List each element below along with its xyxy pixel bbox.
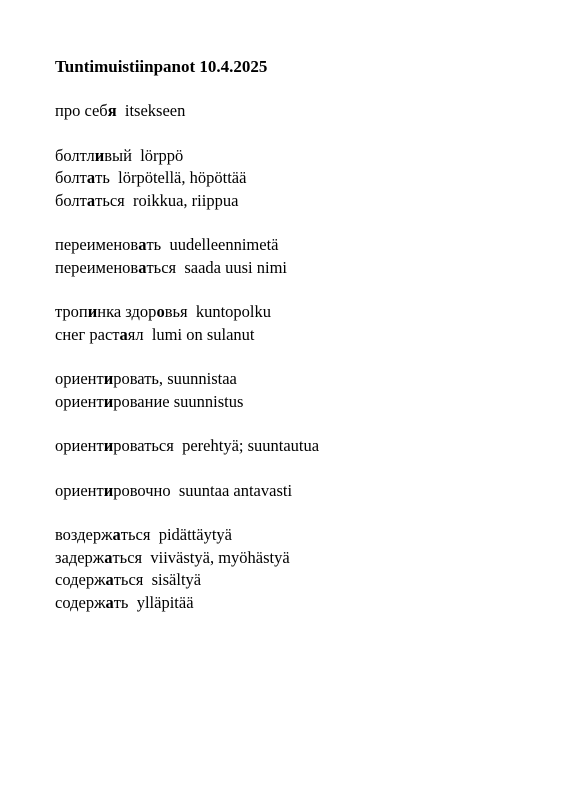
document-title: Tuntimuistiinpanot 10.4.2025 [55, 57, 268, 76]
vocabulary-group [55, 145, 545, 213]
vocabulary-group [55, 435, 545, 458]
stressed-letter: и [103, 369, 114, 388]
stressed-letter: и [103, 391, 114, 411]
term-segment: болт [55, 168, 87, 187]
term-segment: снег раст [55, 324, 120, 344]
finnish-translation: roikkua, riippua [133, 190, 239, 210]
term-segment: ть [113, 592, 129, 612]
term-segment: троп [55, 302, 88, 321]
finnish-translation: itsekseen [124, 101, 186, 120]
stressed-letter: а [119, 324, 128, 344]
stressed-letter: а [112, 525, 121, 544]
term-segment: ориент [55, 480, 104, 500]
russian-term [55, 302, 188, 321]
finnish-translation: lörppö [140, 145, 184, 165]
vocabulary-list [55, 100, 545, 614]
term-segment: ровать, [113, 369, 164, 388]
stressed-letter: я [107, 101, 117, 120]
term-segment: ть [95, 168, 110, 187]
russian-term [55, 570, 143, 589]
term-segment: ориент [55, 369, 104, 388]
term-segment: вый [104, 145, 132, 165]
stressed-letter: а [105, 592, 114, 612]
vocabulary-line [55, 391, 545, 414]
stressed-letter: а [86, 168, 96, 187]
document-page [55, 56, 545, 636]
stressed-letter: а [138, 235, 147, 254]
vocabulary-group [55, 524, 545, 614]
stressed-letter: а [105, 570, 114, 589]
vocabulary-line [55, 569, 545, 592]
finnish-translation: lumi on sulanut [151, 324, 255, 344]
term-segment: нка здор [97, 302, 157, 321]
stressed-letter: и [103, 436, 114, 455]
vocabulary-line [55, 145, 545, 168]
stressed-letter: и [94, 145, 105, 165]
stressed-letter: и [87, 302, 98, 321]
finnish-translation: perehtyä; suuntautua [182, 436, 320, 455]
finnish-translation: kuntopolku [195, 302, 272, 321]
term-segment: задерж [55, 547, 105, 567]
vocabulary-group [55, 368, 545, 413]
russian-term [55, 101, 117, 120]
vocabulary-line [55, 100, 545, 123]
term-segment: ться [112, 547, 143, 567]
vocabulary-group [55, 100, 545, 123]
term-segment: ровочно [113, 480, 171, 500]
term-segment: вья [164, 302, 188, 321]
russian-term [55, 235, 161, 254]
russian-term [55, 481, 171, 500]
stressed-letter: а [104, 547, 113, 567]
term-segment: рование [113, 391, 170, 411]
stressed-letter: а [86, 190, 96, 210]
russian-term [55, 325, 144, 344]
finnish-translation: pidättäytyä [158, 525, 232, 544]
vocabulary-line [55, 324, 545, 347]
term-segment: болт [55, 190, 87, 210]
stressed-letter: а [138, 257, 147, 277]
vocabulary-line [55, 547, 545, 570]
russian-term [55, 548, 142, 567]
vocabulary-line [55, 592, 545, 615]
vocabulary-line [55, 257, 545, 280]
vocabulary-line [55, 301, 545, 324]
vocabulary-line [55, 524, 545, 547]
russian-term [55, 258, 176, 277]
term-segment: переименов [55, 235, 139, 254]
term-segment: ориент [55, 391, 104, 411]
russian-term [55, 146, 132, 165]
term-segment: ял [127, 324, 144, 344]
vocabulary-line [55, 190, 545, 213]
term-segment: содерж [55, 592, 106, 612]
finnish-translation: suunnistaa [167, 369, 237, 388]
russian-term [55, 593, 128, 612]
term-segment: ться [120, 525, 151, 544]
vocabulary-line [55, 167, 545, 190]
vocabulary-group [55, 480, 545, 503]
vocabulary-group [55, 301, 545, 346]
finnish-translation: suuntaa antavasti [178, 480, 293, 500]
vocabulary-line [55, 435, 545, 458]
term-segment: ориент [55, 436, 104, 455]
vocabulary-line [55, 234, 545, 257]
vocabulary-line [55, 368, 545, 391]
term-segment: роваться [113, 436, 174, 455]
vocabulary-line [55, 480, 545, 503]
finnish-translation: viivästyä, myöhästyä [150, 547, 290, 567]
term-segment: переименов [55, 257, 139, 277]
stressed-letter: и [103, 480, 114, 500]
term-segment: про себ [55, 101, 108, 120]
finnish-translation: ylläpitää [136, 592, 194, 612]
finnish-translation: uudelleennimetä [169, 235, 279, 254]
russian-term [55, 191, 125, 210]
term-segment: ться [113, 570, 144, 589]
russian-term [55, 392, 170, 411]
stressed-letter: о [156, 302, 165, 321]
term-segment: ться [95, 190, 125, 210]
term-segment: ться [146, 257, 177, 277]
vocabulary-group [55, 234, 545, 279]
term-segment: ть [146, 235, 162, 254]
russian-term [55, 369, 163, 388]
russian-term [55, 525, 150, 544]
russian-term [55, 436, 174, 455]
finnish-translation: lörpötellä, höpöttää [118, 168, 247, 187]
term-segment: содерж [55, 570, 106, 589]
term-segment: воздерж [55, 525, 113, 544]
term-segment: болтл [55, 145, 95, 165]
finnish-translation: saada uusi nimi [184, 257, 288, 277]
finnish-translation: sisältyä [151, 570, 202, 589]
russian-term [55, 168, 110, 187]
finnish-translation: suunnistus [173, 391, 244, 411]
